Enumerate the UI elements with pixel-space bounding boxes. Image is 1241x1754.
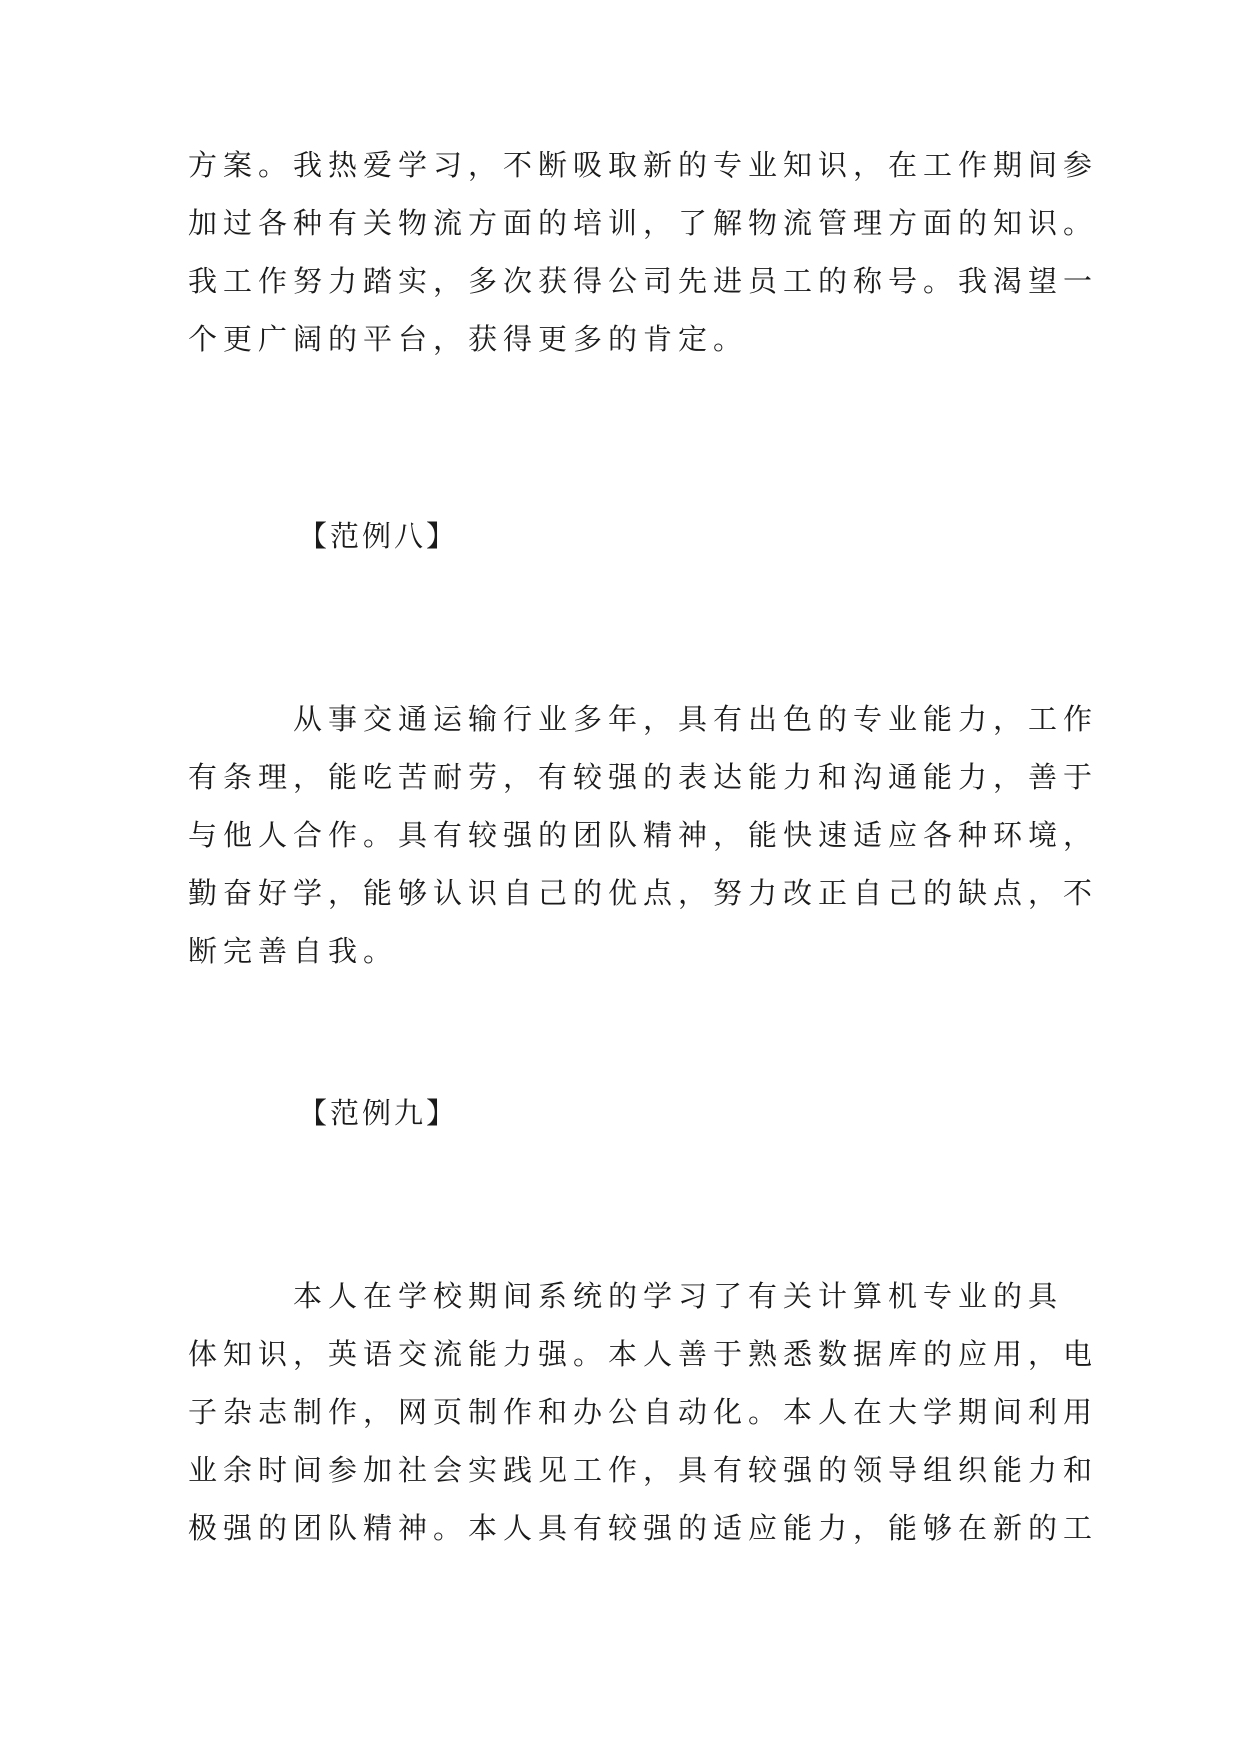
text-line: 业余时间参加社会实践见工作，具有较强的领导组织能力和 xyxy=(188,1453,1099,1487)
text-line: 加过各种有关物流方面的培训，了解物流管理方面的知识。 xyxy=(188,206,1099,240)
section-heading-example-8: 【范例八】 xyxy=(298,519,459,553)
text-line: 断完善自我。 xyxy=(188,934,399,968)
text-line: 与他人合作。具有较强的团队精神，能快速适应各种环境， xyxy=(188,818,1099,852)
text-line: 极强的团队精神。本人具有较强的适应能力，能够在新的工 xyxy=(188,1511,1099,1545)
text-line: 体知识，英语交流能力强。本人善于熟悉数据库的应用，电 xyxy=(188,1337,1099,1371)
text-line: 子杂志制作，网页制作和办公自动化。本人在大学期间利用 xyxy=(188,1395,1099,1429)
text-line: 从事交通运输行业多年，具有出色的专业能力，工作 xyxy=(188,702,1099,736)
section-heading-example-9: 【范例九】 xyxy=(298,1096,459,1130)
text-line: 有条理，能吃苦耐劳，有较强的表达能力和沟通能力，善于 xyxy=(188,760,1099,794)
text-line: 勤奋好学，能够认识自己的优点，努力改正自己的缺点，不 xyxy=(188,876,1099,910)
text-line: 个更广阔的平台，获得更多的肯定。 xyxy=(188,322,749,356)
text-line: 我工作努力踏实，多次获得公司先进员工的称号。我渴望一 xyxy=(188,264,1099,298)
paragraph-example-9 xyxy=(188,1267,1099,1557)
text-line: 本人在学校期间系统的学习了有关计算机专业的具 xyxy=(188,1279,1064,1313)
text-line: 方案。我热爱学习，不断吸取新的专业知识，在工作期间参 xyxy=(188,148,1099,182)
paragraph-example-8 xyxy=(188,690,1099,980)
paragraph-continuation xyxy=(188,136,1099,368)
